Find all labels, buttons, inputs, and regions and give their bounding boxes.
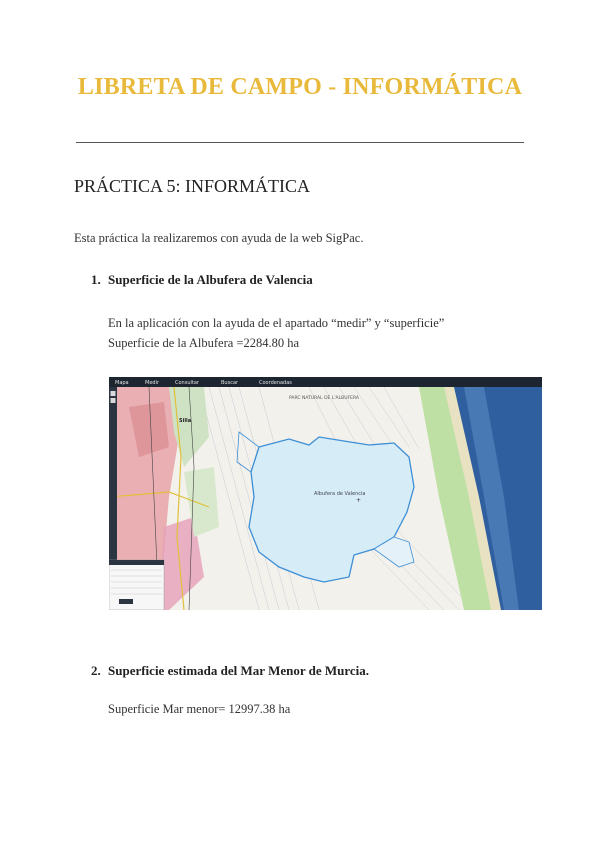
map-label-silla: Silla: [179, 418, 192, 424]
toolbar-item-medir: Medir: [145, 380, 160, 386]
list-item-heading: [91, 663, 369, 679]
body-line: Superficie Mar menor= 12997.38 ha: [108, 702, 291, 716]
map-label-park: PARC NATURAL DE L'ALBUFERA: [289, 396, 359, 401]
list-item-heading-text: Superficie estimada del Mar Menor de Murcia.: [108, 663, 370, 678]
toolbar-item-mapa: Mapa: [115, 380, 129, 386]
list-item-number: 2.: [91, 663, 101, 678]
zoom-out-icon: [111, 398, 116, 403]
list-item-number: 1.: [91, 272, 101, 287]
body-line: Superficie de la Albufera =2284.80 ha: [108, 336, 300, 350]
list-item-heading-text: Superficie de la Albufera de Valencia: [108, 272, 313, 287]
toolbar-item-buscar: Buscar: [221, 380, 239, 386]
section-title: PRÁCTICA 5: INFORMÁTICA: [74, 176, 311, 196]
intro-paragraph: Esta práctica la realizaremos con ayuda de la web SigPac.: [74, 231, 364, 245]
map-toolbar: [109, 377, 542, 387]
measure-button: [119, 599, 133, 604]
zoom-in-icon: [111, 391, 116, 396]
svg-text:+: +: [356, 497, 362, 504]
body-line: En la aplicación con la ayuda de el apartado “medir” y “superficie”: [108, 316, 445, 330]
toolbar-item-coordenadas: Coordenadas: [259, 380, 292, 386]
map-label-lake: Albufera de Valencia: [314, 491, 366, 497]
document-title: LIBRETA DE CAMPO - INFORMÁTICA: [77, 74, 523, 100]
map-screenshot: [109, 377, 542, 610]
list-item-heading: [91, 272, 313, 288]
measure-panel: [109, 560, 164, 610]
title-divider: [76, 142, 524, 143]
toolbar-item-consultar: Consultar: [175, 380, 199, 386]
